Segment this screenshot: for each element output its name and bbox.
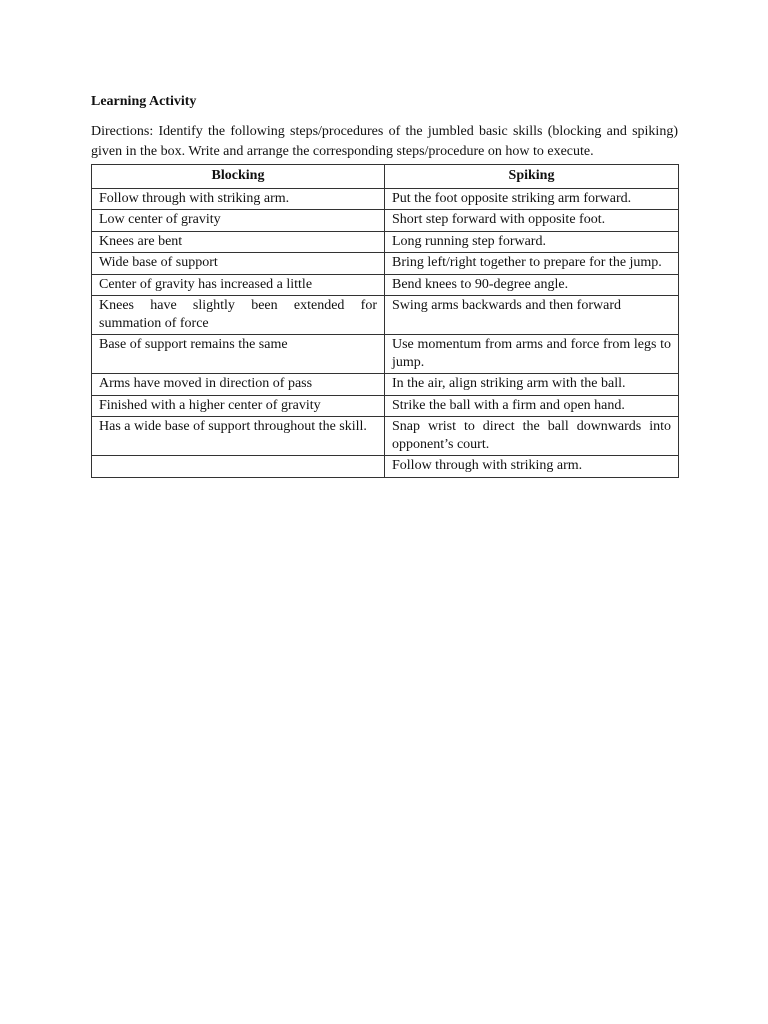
table-row [92, 374, 679, 396]
blocking-cell: Center of gravity has increased a little [92, 274, 385, 296]
blocking-cell: Knees are bent [92, 231, 385, 253]
blocking-cell: Arms have moved in direction of pass [92, 374, 385, 396]
blocking-cell: Has a wide base of support throughout the skill. [92, 417, 385, 456]
spiking-cell: In the air, align striking arm with the ball. [385, 374, 679, 396]
blocking-cell: Base of support remains the same [92, 335, 385, 374]
table-row [92, 417, 679, 456]
blocking-cell: Knees have slightly been extended for summation of force [92, 296, 385, 335]
table-row [92, 274, 679, 296]
table-row [92, 296, 679, 335]
spiking-cell: Bend knees to 90-degree angle. [385, 274, 679, 296]
spiking-cell: Short step forward with opposite foot. [385, 210, 679, 232]
table-row [92, 253, 679, 275]
table-row [92, 395, 679, 417]
table-row [92, 335, 679, 374]
blocking-cell: Finished with a higher center of gravity [92, 395, 385, 417]
spiking-cell: Bring left/right together to prepare for the jump. [385, 253, 679, 275]
spiking-cell: Snap wrist to direct the ball downwards into opponent’s court. [385, 417, 679, 456]
spiking-cell: Swing arms backwards and then forward [385, 296, 679, 335]
blocking-cell: Low center of gravity [92, 210, 385, 232]
document-page [91, 92, 678, 478]
table-row [92, 188, 679, 210]
page-title: Learning Activity [91, 94, 197, 109]
table-row [92, 456, 679, 478]
table-row [92, 231, 679, 253]
spiking-cell: Strike the ball with a firm and open hand. [385, 395, 679, 417]
table-row [92, 210, 679, 232]
spiking-cell: Long running step forward. [385, 231, 679, 253]
directions-text: Directions: Identify the following steps/procedures of the jumbled basic skills (blocking and spiking) given in the box. Write and arrange the corresponding steps/procedure on how to execute. [91, 124, 678, 159]
blocking-cell: Follow through with striking arm. [92, 188, 385, 210]
blocking-cell [92, 456, 385, 478]
skills-table [91, 164, 679, 478]
spiking-cell: Follow through with striking arm. [385, 456, 679, 478]
table-header-row [92, 165, 679, 189]
column-header-blocking: Blocking [92, 165, 385, 189]
spiking-cell: Put the foot opposite striking arm forward. [385, 188, 679, 210]
blocking-cell: Wide base of support [92, 253, 385, 275]
spiking-cell: Use momentum from arms and force from legs to jump. [385, 335, 679, 374]
column-header-spiking: Spiking [385, 165, 679, 189]
